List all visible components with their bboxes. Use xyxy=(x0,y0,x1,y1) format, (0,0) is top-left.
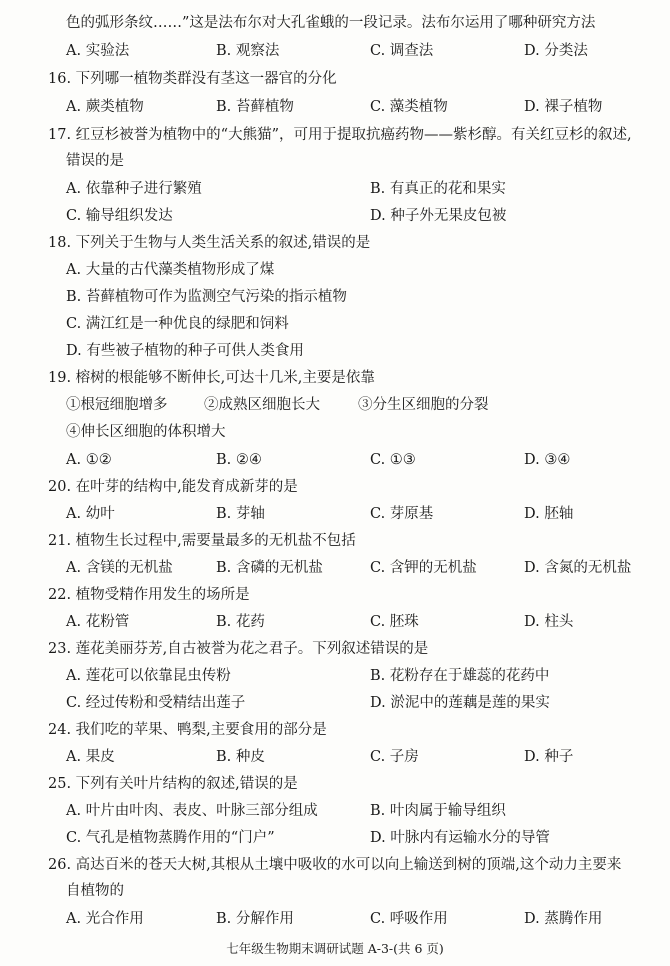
q17-stem-cont: 错误的是 xyxy=(66,153,124,169)
q16-option-c: C. 藻类植物 xyxy=(370,99,448,115)
q16-options xyxy=(0,94,670,120)
page-footer: 七年级生物期末调研试题 A-3-(共 6 页) xyxy=(226,941,444,956)
q22-option-c: C. 胚珠 xyxy=(370,614,419,630)
q18-option-c: C. 满江红是一种优良的绿肥和饲料 xyxy=(66,316,289,332)
q25-option-a: A. 叶片由叶肉、表皮、叶脉三部分组成 xyxy=(66,803,318,819)
q17-option-b: B. 有真正的花和果实 xyxy=(370,181,506,197)
q21-stem: 21. 植物生长过程中,需要量最多的无机盐不包括 xyxy=(48,533,356,549)
q24-option-c: C. 子房 xyxy=(370,749,419,765)
q22-option-d: D. 柱头 xyxy=(524,614,574,630)
q15-options xyxy=(0,38,670,64)
q25-option-d: D. 叶脉内有运输水分的导管 xyxy=(370,830,550,846)
q26-option-c: C. 呼吸作用 xyxy=(370,911,448,927)
q23-option-a: A. 莲花可以依靠昆虫传粉 xyxy=(66,668,231,684)
q22-option-b: B. 花药 xyxy=(216,614,265,630)
q17-options-row1 xyxy=(0,176,670,202)
q19-item-3: ③分生区细胞的分裂 xyxy=(358,397,489,413)
q23-option-d: D. 淤泥中的莲藕是莲的果实 xyxy=(370,695,550,711)
q26-options xyxy=(0,906,670,932)
q20-option-a: A. 幼叶 xyxy=(66,506,115,522)
q22-option-a: A. 花粉管 xyxy=(66,614,130,630)
q15-option-b: B. 观察法 xyxy=(216,43,280,59)
q25-option-c: C. 气孔是植物蒸腾作用的“门户” xyxy=(66,830,275,846)
q17-option-a: A. 依靠种子进行繁殖 xyxy=(66,181,202,197)
q20-option-d: D. 胚轴 xyxy=(524,506,574,522)
q21-option-a: A. 含镁的无机盐 xyxy=(66,560,173,576)
q19-item-4: ④伸长区细胞的体积增大 xyxy=(66,424,226,440)
q17-option-c: C. 输导组织发达 xyxy=(66,208,173,224)
q15-option-a: A. 实验法 xyxy=(66,43,130,59)
q19-items-row1 xyxy=(0,392,670,418)
q21-option-c: C. 含钾的无机盐 xyxy=(370,560,477,576)
q25-option-b: B. 叶肉属于输导组织 xyxy=(370,803,506,819)
q19-option-a: A. ①② xyxy=(66,452,112,468)
q18-stem: 18. 下列关于生物与人类生活关系的叙述,错误的是 xyxy=(48,235,371,251)
q16-option-d: D. 裸子植物 xyxy=(524,99,603,115)
q22-options xyxy=(0,609,670,635)
q16-option-a: A. 蕨类植物 xyxy=(66,99,144,115)
q20-stem: 20. 在叶芽的结构中,能发育成新芽的是 xyxy=(48,479,298,495)
q18-option-d: D. 有些被子植物的种子可供人类食用 xyxy=(66,343,304,359)
q24-option-a: A. 果皮 xyxy=(66,749,115,765)
q24-stem: 24. 我们吃的苹果、鸭梨,主要食用的部分是 xyxy=(48,722,327,738)
q15-stem-tail: 色的弧形条纹……”这是法布尔对大孔雀蛾的一段记录。法布尔运用了哪种研究方法 xyxy=(66,15,596,31)
q21-option-d: D. 含氮的无机盐 xyxy=(524,560,632,576)
q16-stem: 16. 下列哪一植物类群没有茎这一器官的分化 xyxy=(48,71,337,87)
q21-options xyxy=(0,555,670,581)
q20-option-c: C. 芽原基 xyxy=(370,506,434,522)
q25-stem: 25. 下列有关叶片结构的叙述,错误的是 xyxy=(48,776,298,792)
q22-stem: 22. 植物受精作用发生的场所是 xyxy=(48,587,250,603)
q24-option-b: B. 种皮 xyxy=(216,749,265,765)
q19-option-c: C. ①③ xyxy=(370,452,416,468)
q23-stem: 23. 莲花美丽芬芳,自古被誉为花之君子。下列叙述错误的是 xyxy=(48,641,429,657)
q23-option-c: C. 经过传粉和受精结出莲子 xyxy=(66,695,246,711)
q19-item-2: ②成熟区细胞长大 xyxy=(204,397,320,413)
q19-item-1: ①根冠细胞增多 xyxy=(66,397,168,413)
q15-option-c: C. 调查法 xyxy=(370,43,434,59)
q25-options-row2 xyxy=(0,825,670,851)
q18-option-b: B. 苔藓植物可作为监测空气污染的指示植物 xyxy=(66,289,347,305)
q26-option-a: A. 光合作用 xyxy=(66,911,144,927)
q24-options xyxy=(0,744,670,770)
q26-stem-cont: 自植物的 xyxy=(66,883,124,899)
q23-options-row2 xyxy=(0,690,670,716)
q18-option-a: A. 大量的古代藻类植物形成了煤 xyxy=(66,262,275,278)
q17-option-d: D. 种子外无果皮包被 xyxy=(370,208,507,224)
q19-option-d: D. ③④ xyxy=(524,452,571,468)
q26-option-d: D. 蒸腾作用 xyxy=(524,911,603,927)
q23-option-b: B. 花粉存在于雄蕊的花药中 xyxy=(370,668,550,684)
q26-option-b: B. 分解作用 xyxy=(216,911,294,927)
q21-option-b: B. 含磷的无机盐 xyxy=(216,560,323,576)
q20-options xyxy=(0,501,670,527)
q17-stem: 17. 红豆杉被誉为植物中的“大熊猫”，可用于提取抗癌药物——紫杉醇。有关红豆杉的叙述, xyxy=(48,127,632,143)
q16-option-b: B. 苔藓植物 xyxy=(216,99,294,115)
q19-stem: 19. 榕树的根能够不断伸长,可达十几米,主要是依靠 xyxy=(48,370,375,386)
q17-options-row2 xyxy=(0,203,670,229)
q19-option-b: B. ②④ xyxy=(216,452,262,468)
q24-option-d: D. 种子 xyxy=(524,749,574,765)
q20-option-b: B. 芽轴 xyxy=(216,506,265,522)
q19-options xyxy=(0,447,670,473)
q25-options-row1 xyxy=(0,798,670,824)
q23-options-row1 xyxy=(0,663,670,689)
q26-stem: 26. 高达百米的苍天大树,其根从土壤中吸收的水可以向上输送到树的顶端,这个动力主要来 xyxy=(48,857,622,873)
q15-option-d: D. 分类法 xyxy=(524,43,588,59)
